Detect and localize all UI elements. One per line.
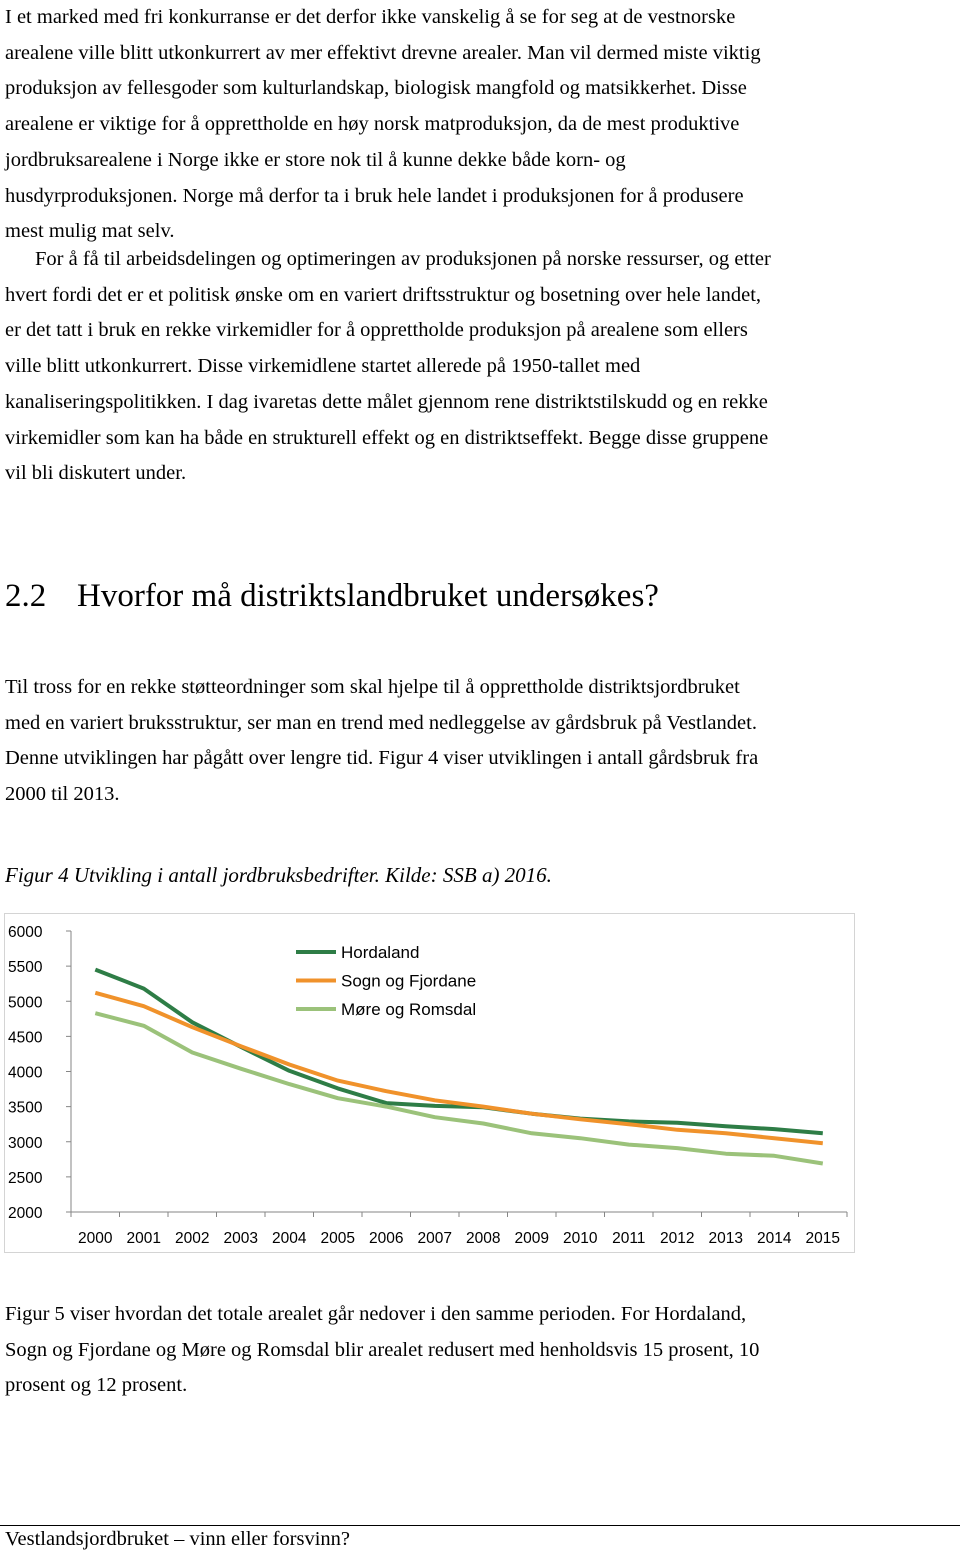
y-tick-label: 3500 — [8, 1099, 43, 1117]
x-tick-label: 2014 — [757, 1230, 792, 1247]
text-line: hvert fordi det er et politisk ønske om en variert driftsstruktur og bosetning over hele landet, — [5, 283, 762, 306]
x-tick-label: 2001 — [126, 1230, 161, 1247]
text-line: arealene ville blitt utkonkurrert av mer effektivt drevne arealer. Man vil dermed miste viktig — [5, 41, 761, 64]
x-tick-label: 2010 — [563, 1230, 598, 1247]
x-tick-label: 2002 — [175, 1230, 210, 1247]
y-tick-label: 2000 — [8, 1205, 43, 1222]
line-chart — [4, 913, 855, 1253]
body-paragraph-1 — [5, 0, 955, 250]
text-line: med en variert bruksstruktur, ser man en trend med nedleggelse av gårdsbruk på Vestlandet. — [5, 711, 757, 734]
x-tick-label: 2004 — [272, 1230, 307, 1247]
x-tick-label: 2009 — [514, 1230, 549, 1247]
x-tick-label: 2011 — [612, 1230, 646, 1247]
legend-label: Sogn og Fjordane — [341, 971, 477, 991]
x-tick-label: 2000 — [78, 1230, 113, 1247]
x-tick-label: 2013 — [708, 1230, 743, 1247]
footer-divider — [0, 1525, 960, 1526]
legend-label: Hordaland — [341, 943, 420, 962]
chart-canvas — [5, 914, 854, 1252]
text-line: mest mulig mat selv. — [5, 220, 175, 243]
section-heading — [5, 578, 659, 615]
text-line: virkemidler som kan ha både en strukturell effekt og en distriktseffekt. Begge disse gruppene — [5, 426, 769, 449]
text-line: Sogn og Fjordane og Møre og Romsdal blir arealet redusert med henholdsvis 15 prosent, 10 — [5, 1338, 760, 1361]
x-tick-label: 2007 — [417, 1230, 452, 1247]
text-line: Denne utviklingen har pågått over lengre tid. Figur 4 viser utviklingen i antall gårdsbruk fra — [5, 747, 759, 770]
x-tick-label: 2015 — [805, 1230, 840, 1247]
text-line: I et marked med fri konkurranse er det derfor ikke vanskelig å se for seg at de vestnorske — [5, 6, 736, 28]
text-line: Til tross for en rekke støtteordninger som skal hjelpe til å opprettholde distriktsjordbruket — [5, 676, 740, 698]
page-footer: Vestlandsjordbruket – vinn eller forsvinn? — [5, 1528, 351, 1550]
figure-caption: Figur 4 Utvikling i antall jordbruksbedrifter. Kilde: SSB a) 2016. — [5, 863, 552, 887]
y-tick-label: 4000 — [8, 1064, 43, 1082]
section-title: Hvorfor må distriktslandbruket undersøkes? — [77, 578, 659, 614]
text-line: er det tatt i bruk en rekke virkemidler for å opprettholde produksjon på arealene som ellers — [5, 319, 748, 342]
text-line: arealene er viktige for å opprettholde en høy norsk matproduksjon, da de mest produktive — [5, 113, 740, 136]
x-tick-label: 2003 — [223, 1230, 258, 1247]
y-tick-label: 5500 — [8, 959, 43, 977]
text-line: husdyrproduksjonen. Norge må derfor ta i bruk hele landet i produksjonen for å produsere — [5, 184, 744, 207]
series-line-3 — [95, 1013, 823, 1163]
y-tick-label: 2500 — [8, 1169, 43, 1187]
text-line: Figur 5 viser hvordan det totale arealet går nedover i den samme perioden. For Hordaland, — [5, 1303, 747, 1325]
body-paragraph-4 — [5, 1297, 955, 1404]
series-line-1 — [95, 970, 823, 1134]
x-tick-label: 2008 — [466, 1230, 501, 1247]
text-line: prosent og 12 prosent. — [5, 1374, 188, 1397]
x-tick-label: 2012 — [660, 1230, 695, 1247]
text-line: 2000 til 2013. — [5, 783, 120, 806]
y-tick-label: 4500 — [8, 1029, 43, 1047]
body-paragraph-2 — [5, 242, 955, 492]
text-line: vil bli diskutert under. — [5, 462, 187, 485]
text-line: jordbruksarealene i Norge ikke er store nok til å kunne dekke både korn- og — [5, 148, 626, 171]
y-tick-label: 3000 — [8, 1134, 43, 1152]
text-line: ville blitt utkonkurrert. Disse virkemidlene startet allerede på 1950-tallet med — [5, 355, 641, 378]
legend-label: Møre og Romsdal — [341, 1000, 477, 1019]
y-tick-label: 5000 — [8, 994, 43, 1012]
text-line: kanaliseringspolitikken. I dag ivaretas dette målet gjennom rene distriktstilskudd og en rekke — [5, 390, 768, 413]
x-tick-label: 2006 — [369, 1230, 404, 1247]
body-paragraph-3 — [5, 670, 955, 813]
x-tick-label: 2005 — [320, 1230, 355, 1247]
text-line: produksjon av fellesgoder som kulturlandskap, biologisk mangfold og matsikkerhet. Disse — [5, 77, 747, 100]
text-line: For å få til arbeidsdelingen og optimeringen av produksjonen på norske ressurser, og etter — [35, 248, 771, 270]
y-tick-label: 6000 — [8, 924, 43, 941]
section-number: 2.2 — [5, 578, 47, 614]
